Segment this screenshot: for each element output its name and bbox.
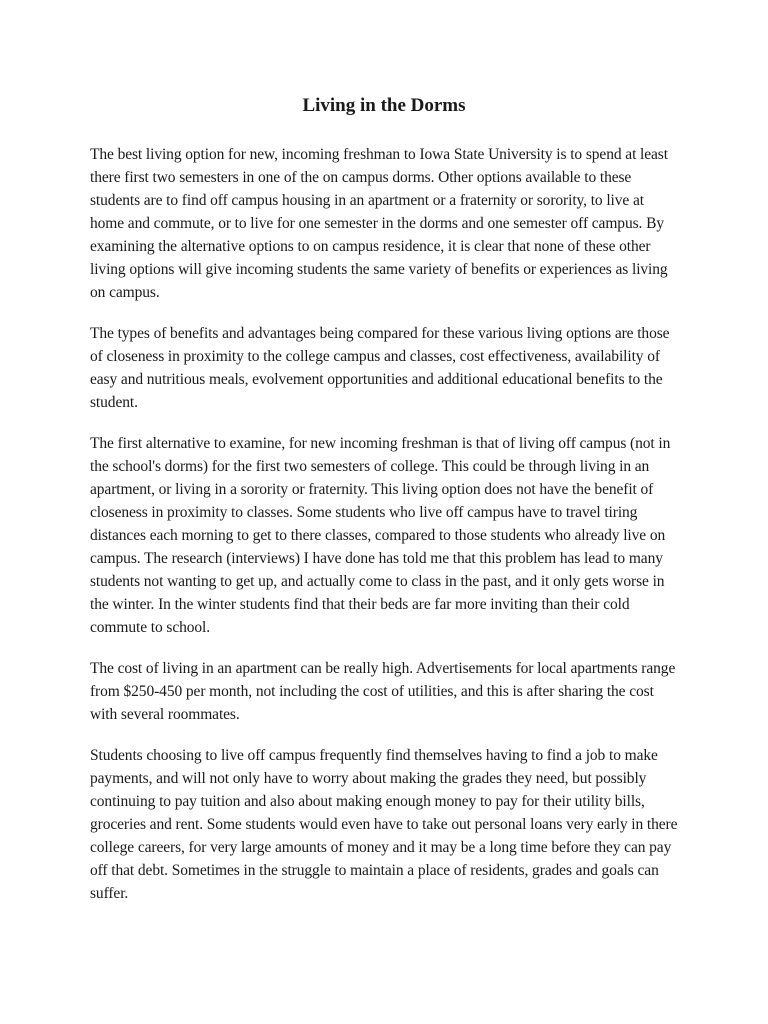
paragraph-benefits: The types of benefits and advantages being compared for these various living options are those of closeness in proximity to the college campus and classes, cost effectiveness, availability of easy and nutritious meals, evolvement opportunities and additional educational benefits to the student. xyxy=(90,325,670,411)
paragraph-first-alternative: The first alternative to examine, for new incoming freshman is that of living off campus (not in the school's dorms) for the first two semesters of college. This could be through living in an apartment, or living in a sorority or fraternity. This living option does not have the benefit of closeness in proximity to classes. Some students who live off campus have to travel tiring distances each morning to get to there classes, compared to those students who already live on campus. The research (interviews) I have done has told me that this problem has lead to many students not wanting to get up, and actually come to class in the past, and it only gets worse in the winter. In the winter students find that their beds are far more inviting than their cold commute to school. xyxy=(90,435,671,636)
document-body xyxy=(90,143,680,923)
document-title: Living in the Dorms xyxy=(302,95,466,116)
paragraph-cost: The cost of living in an apartment can be really high. Advertisements for local apartments range from $250-450 per month, not including the cost of utilities, and this is after sharing the cost with several roommates. xyxy=(90,660,676,723)
paragraph-intro: The best living option for new, incoming freshman to Iowa State University is to spend at least there first two semesters in one of the on campus dorms. Other options available to these students are to find off campus housing in an apartment or a fraternity or sorority, to live at home and commute, or to live for one semester in the dorms and one semester off campus. By examining the alternative options to on campus residence, it is clear that none of these other living options will give incoming students the same variety of benefits or experiences as living on campus. xyxy=(90,146,668,301)
paragraph-jobs: Students choosing to live off campus frequently find themselves having to find a job to make payments, and will not only have to worry about making the grades they need, but possibly continuing to pay tuition and also about making enough money to pay for their utility bills, groceries and rent. Some students would even have to take out personal loans very early in there college careers, for very large amounts of money and it may be a long time before they can pay off that debt. Sometimes in the struggle to maintain a place of residents, grades and goals can suffer. xyxy=(90,747,678,902)
